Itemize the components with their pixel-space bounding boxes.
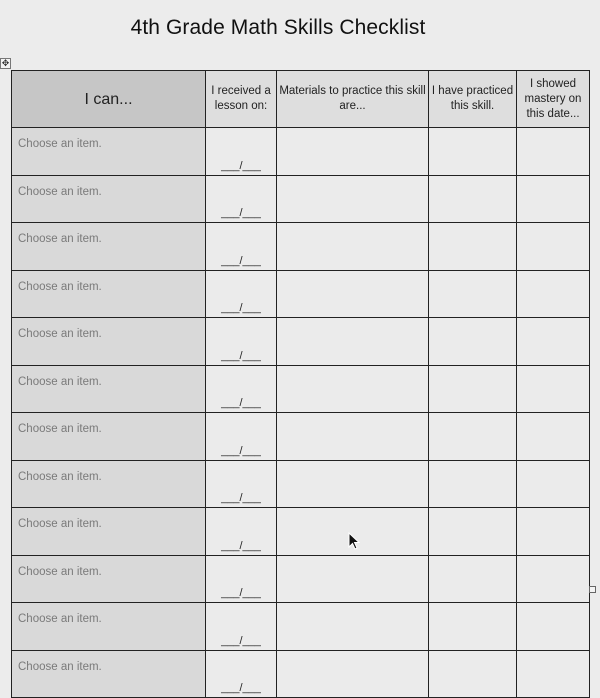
mastery-date-cell[interactable] bbox=[517, 318, 590, 366]
table-row bbox=[12, 413, 590, 461]
lesson-date-field[interactable]: ___/___ bbox=[206, 650, 277, 698]
table-row bbox=[12, 270, 590, 318]
page-title: 4th Grade Math Skills Checklist bbox=[130, 16, 426, 39]
practiced-cell[interactable] bbox=[429, 460, 517, 508]
mastery-date-cell[interactable] bbox=[517, 223, 590, 271]
header-i-can: I can... bbox=[12, 71, 206, 128]
mastery-date-cell[interactable] bbox=[517, 603, 590, 651]
practiced-cell[interactable] bbox=[429, 318, 517, 366]
materials-cell[interactable] bbox=[277, 365, 429, 413]
table-row bbox=[12, 318, 590, 366]
lesson-date-field[interactable]: ___/___ bbox=[206, 555, 277, 603]
materials-cell[interactable] bbox=[277, 460, 429, 508]
materials-cell[interactable] bbox=[277, 603, 429, 651]
skill-dropdown[interactable]: Choose an item. bbox=[12, 650, 206, 698]
lesson-date-field[interactable]: ___/___ bbox=[206, 365, 277, 413]
practiced-cell[interactable] bbox=[429, 270, 517, 318]
lesson-date-field[interactable]: ___/___ bbox=[206, 270, 277, 318]
mastery-date-cell[interactable] bbox=[517, 175, 590, 223]
materials-cell[interactable] bbox=[277, 413, 429, 461]
skill-dropdown[interactable]: Choose an item. bbox=[12, 270, 206, 318]
mastery-date-cell[interactable] bbox=[517, 270, 590, 318]
header-mastery-date: I showed mastery on this date... bbox=[517, 71, 590, 128]
mouse-pointer-icon bbox=[348, 532, 360, 550]
practiced-cell[interactable] bbox=[429, 603, 517, 651]
mastery-date-cell[interactable] bbox=[517, 128, 590, 176]
table-row bbox=[12, 460, 590, 508]
header-materials: Materials to practice this skill are... bbox=[277, 71, 429, 128]
practiced-cell[interactable] bbox=[429, 555, 517, 603]
table-row bbox=[12, 603, 590, 651]
practiced-cell[interactable] bbox=[429, 175, 517, 223]
mastery-date-cell[interactable] bbox=[517, 555, 590, 603]
header-practiced: I have practiced this skill. bbox=[429, 71, 517, 128]
materials-cell[interactable] bbox=[277, 318, 429, 366]
skill-dropdown[interactable]: Choose an item. bbox=[12, 128, 206, 176]
practiced-cell[interactable] bbox=[429, 508, 517, 556]
table-row bbox=[12, 175, 590, 223]
practiced-cell[interactable] bbox=[429, 365, 517, 413]
table-row bbox=[12, 508, 590, 556]
table-row bbox=[12, 650, 590, 698]
mastery-date-cell[interactable] bbox=[517, 365, 590, 413]
skill-dropdown[interactable]: Choose an item. bbox=[12, 555, 206, 603]
lesson-date-field[interactable]: ___/___ bbox=[206, 413, 277, 461]
mastery-date-cell[interactable] bbox=[517, 650, 590, 698]
mastery-date-cell[interactable] bbox=[517, 460, 590, 508]
practiced-cell[interactable] bbox=[429, 413, 517, 461]
skill-dropdown[interactable]: Choose an item. bbox=[12, 508, 206, 556]
materials-cell[interactable] bbox=[277, 270, 429, 318]
lesson-date-field[interactable]: ___/___ bbox=[206, 508, 277, 556]
header-lesson-received: I received a lesson on: bbox=[206, 71, 277, 128]
lesson-date-field[interactable]: ___/___ bbox=[206, 318, 277, 366]
materials-cell[interactable] bbox=[277, 650, 429, 698]
skill-dropdown[interactable]: Choose an item. bbox=[12, 603, 206, 651]
practiced-cell[interactable] bbox=[429, 650, 517, 698]
practiced-cell[interactable] bbox=[429, 128, 517, 176]
table-row bbox=[12, 365, 590, 413]
materials-cell[interactable] bbox=[277, 175, 429, 223]
lesson-date-field[interactable]: ___/___ bbox=[206, 223, 277, 271]
lesson-date-field[interactable]: ___/___ bbox=[206, 603, 277, 651]
skill-dropdown[interactable]: Choose an item. bbox=[12, 318, 206, 366]
table-row bbox=[12, 555, 590, 603]
mastery-date-cell[interactable] bbox=[517, 413, 590, 461]
table-row bbox=[12, 223, 590, 271]
lesson-date-field[interactable]: ___/___ bbox=[206, 128, 277, 176]
materials-cell[interactable] bbox=[277, 555, 429, 603]
table-move-icon[interactable]: ✥ bbox=[1, 58, 10, 68]
table-header-row bbox=[12, 71, 590, 128]
skill-dropdown[interactable]: Choose an item. bbox=[12, 175, 206, 223]
mastery-date-cell[interactable] bbox=[517, 508, 590, 556]
table-resize-icon[interactable] bbox=[589, 586, 596, 593]
materials-cell[interactable] bbox=[277, 128, 429, 176]
skill-dropdown[interactable]: Choose an item. bbox=[12, 460, 206, 508]
lesson-date-field[interactable]: ___/___ bbox=[206, 175, 277, 223]
skill-dropdown[interactable]: Choose an item. bbox=[12, 223, 206, 271]
skill-dropdown[interactable]: Choose an item. bbox=[12, 413, 206, 461]
materials-cell[interactable] bbox=[277, 223, 429, 271]
skills-checklist-table bbox=[11, 70, 590, 698]
practiced-cell[interactable] bbox=[429, 223, 517, 271]
skill-dropdown[interactable]: Choose an item. bbox=[12, 365, 206, 413]
table-row bbox=[12, 128, 590, 176]
lesson-date-field[interactable]: ___/___ bbox=[206, 460, 277, 508]
